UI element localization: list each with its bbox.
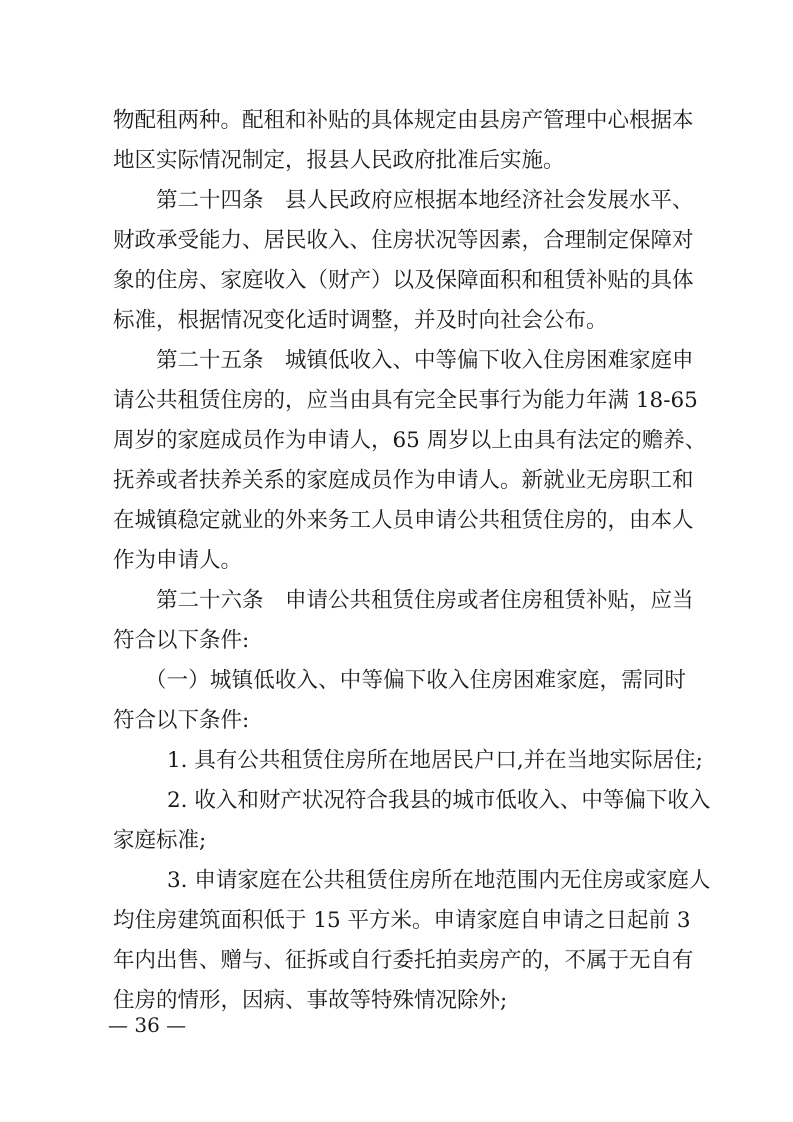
body-text-line: 周岁的家庭成员作为申请人，65 周岁以上由具有法定的赡养、 xyxy=(113,428,707,453)
condition-1-line: 1. 具有公共租赁住房所在地居民户口,并在当地实际居住; xyxy=(167,748,703,773)
body-text-line: 符合以下条件: xyxy=(113,628,250,653)
body-text-line: 作为申请人。 xyxy=(113,548,243,573)
article-26-heading-line: 第二十六条 申请公共租赁住房或者住房租赁补贴，应当 xyxy=(156,588,694,613)
body-text-line: 在城镇稳定就业的外来务工人员申请公共租赁住房的，由本人 xyxy=(113,508,694,533)
body-text-line: 住房的情形，因病、事故等特殊情况除外; xyxy=(113,988,508,1013)
body-text-line: 均住房建筑面积低于 15 平方米。申请家庭自申请之日起前 3 xyxy=(113,908,691,933)
article-24-heading-line: 第二十四条 县人民政府应根据本地经济社会发展水平、 xyxy=(156,188,694,213)
body-text-line: 财政承受能力、居民收入、住房状况等因素，合理制定保障对 xyxy=(113,228,694,253)
condition-3-line: 3. 申请家庭在公共租赁住房所在地范围内无住房或家庭人 xyxy=(167,868,711,893)
body-text-line: 家庭标准; xyxy=(113,828,207,853)
condition-2-line: 2. 收入和财产状况符合我县的城市低收入、中等偏下收入 xyxy=(167,788,711,813)
body-text-line: 物配租两种。配租和补贴的具体规定由县房产管理中心根据本 xyxy=(113,108,694,133)
body-text-line: 符合以下条件: xyxy=(113,708,250,733)
body-text-line: 地区实际情况制定，报县人民政府批准后实施。 xyxy=(113,148,565,173)
article-25-heading-line: 第二十五条 城镇低收入、中等偏下收入住房困难家庭申 xyxy=(156,348,694,373)
body-text-line: 抚养或者扶养关系的家庭成员作为申请人。新就业无房职工和 xyxy=(113,468,694,493)
body-text-line: 年内出售、赠与、征拆或自行委托拍卖房产的，不属于无自有 xyxy=(113,948,694,973)
body-text-line: 标准，根据情况变化适时调整，并及时向社会公布。 xyxy=(113,308,608,333)
page-number: — 36 — xyxy=(108,1013,187,1037)
body-text-line: 象的住房、家庭收入（财产）以及保障面积和租赁补贴的具体 xyxy=(113,268,694,293)
body-text-line: 请公共租赁住房的，应当由具有完全民事行为能力年满 18-65 xyxy=(113,388,698,413)
clause-1-heading-line: （一）城镇低收入、中等偏下收入住房困难家庭，需同时 xyxy=(145,668,686,693)
